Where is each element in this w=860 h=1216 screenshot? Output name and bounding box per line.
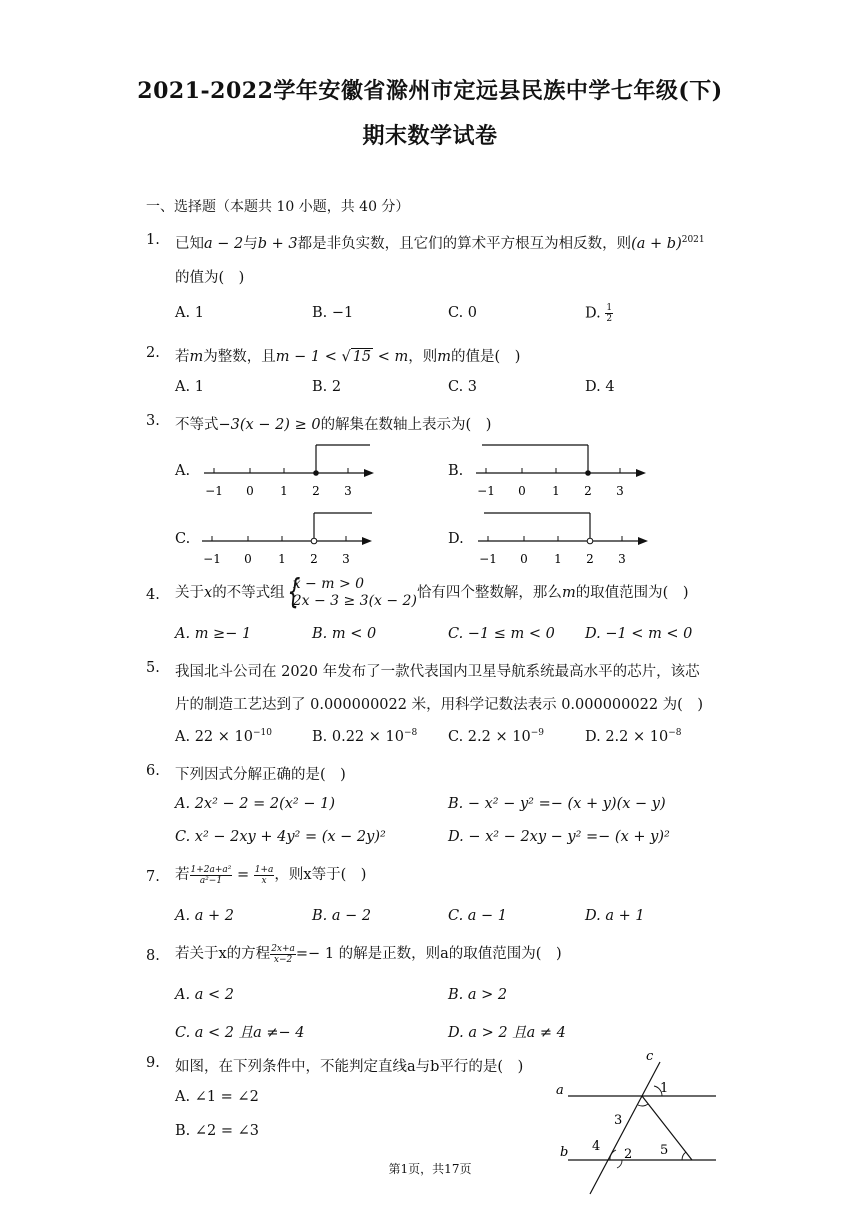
q9-option-a[interactable]: A. ∠1 = ∠2 [175,1089,259,1105]
question-9-text: 如图，在下列条件中，不能判定直线a与b平行的是( ) [175,1059,524,1075]
svg-text:4: 4 [592,1139,601,1154]
q9-option-b[interactable]: B. ∠2 = ∠3 [175,1123,259,1139]
q7-option-b[interactable]: B. a − 2 [312,908,372,924]
section-heading: 一、选择题（本题共 10 小题，共 40 分） [146,199,410,215]
question-1-text: 已知a − 2与b + 3都是非负实数，且它们的算术平方根互为相反数，则$(a + b)^{2021}$ [175,235,705,252]
svg-text:2: 2 [310,552,318,566]
question-9-number: 9. [146,1055,160,1071]
question-5-text-line1: 我国北斗公司在 2020 年发布了一款代表国内卫星导航系统最高水平的芯片，该芯 [175,664,700,680]
question-2-text: 若m为整数，且m − 1 < √ 15 < m，则m的值是( ) [175,349,521,365]
svg-text:3: 3 [342,552,350,566]
exam-title-line2: 期末数学试卷 [362,123,498,149]
q3-option-a-label[interactable]: A. [175,463,191,479]
svg-text:3: 3 [616,484,624,498]
svg-text:3: 3 [344,484,352,498]
question-7-text: 若 $\frac{\text{1+2a+a²}}{\text{a²−1}}$ = $\frac{1+a}{x}$ ，则x等于( ) [175,864,367,886]
question-5-number: 5. [146,660,160,676]
question-6-text: 下列因式分解正确的是( ) [175,767,346,783]
q3-number-line-b [472,440,652,502]
q7-option-d[interactable]: D. a + 1 [585,908,645,924]
svg-text:−1: −1 [203,552,221,566]
q1-option-c[interactable]: C. 0 [448,305,478,321]
svg-text:0: 0 [520,552,528,566]
question-8-text: 若关于x的方程 $\frac{2x+a}{x-2}$ =− 1 的解是正数，则a的取值范围为( ) [175,943,562,965]
svg-text:0: 0 [518,484,526,498]
svg-text:3: 3 [614,1113,623,1128]
q5-option-d[interactable]: D. $2.2 \times 10^{-8}$ [585,728,682,745]
svg-text:a: a [556,1083,564,1098]
svg-text:2: 2 [624,1147,633,1162]
q3-option-b-label[interactable]: B. [448,463,464,479]
svg-text:1: 1 [660,1081,669,1096]
q6-option-b[interactable]: B. − x² − y² =− (x + y)(x − y) [448,796,666,812]
q8-option-d[interactable]: D. a > 2 且a ≠ 4 [448,1025,566,1041]
question-8-number: 8. [146,948,160,964]
q6-option-c[interactable]: C. x² − 2xy + 4y² = (x − 2y)² [175,829,386,845]
q3-number-line-c [198,508,378,570]
svg-text:2: 2 [586,552,594,566]
svg-text:0: 0 [246,484,254,498]
q5-option-c[interactable]: C. $2.2 \times 10^{-9}$ [448,728,544,745]
q5-option-b[interactable]: B. $0.22 \times 10^{-8}$ [312,728,418,745]
svg-text:1: 1 [278,552,286,566]
q2-option-a[interactable]: A. 1 [175,379,204,395]
question-3-text: 不等式−3(x − 2) ≥ 0的解集在数轴上表示为( ) [175,417,492,433]
q4-option-a[interactable]: A. m ≥− 1 [175,626,252,642]
q3-option-c-label[interactable]: C. [175,531,191,547]
svg-text:2: 2 [312,484,320,498]
q7-option-a[interactable]: A. a + 2 [175,908,234,924]
svg-text:−1: −1 [477,484,495,498]
q1-option-a[interactable]: A. 1 [175,305,204,321]
q3-number-line-d [474,508,654,570]
question-1-number: 1. [146,232,160,248]
q4-option-d[interactable]: D. −1 < m < 0 [585,626,693,642]
svg-text:1: 1 [552,484,560,498]
svg-text:c: c [646,1049,654,1064]
q3-number-line-a [200,440,380,502]
svg-text:b: b [560,1145,569,1160]
svg-text:0: 0 [244,552,252,566]
q1-option-d[interactable]: D. $\frac{1}{2}$ [585,303,613,324]
svg-text:1: 1 [280,484,288,498]
question-1-text-cont: 的值为( ) [175,270,245,286]
q3-option-d-label[interactable]: D. [448,531,464,547]
question-4-number: 4. [146,587,160,603]
q5-option-a[interactable]: A. $22 \times 10^{-10}$ [175,728,272,745]
svg-text:−1: −1 [205,484,223,498]
q2-option-d[interactable]: D. 4 [585,379,615,395]
q2-option-b[interactable]: B. 2 [312,379,342,395]
question-5-text-line2: 片的制造工艺达到了 0.000000022 米，用科学记数法表示 0.000000022 为( ) [175,697,703,713]
question-3-number: 3. [146,413,160,429]
q1-option-b[interactable]: B. −1 [312,305,354,321]
q8-option-b[interactable]: B. a > 2 [448,987,508,1003]
q8-option-a[interactable]: A. a < 2 [175,987,234,1003]
q2-option-c[interactable]: C. 3 [448,379,478,395]
page-footer: 第1页，共17页 [388,1162,472,1176]
question-2-number: 2. [146,345,160,361]
question-6-number: 6. [146,763,160,779]
question-7-number: 7. [146,869,160,885]
svg-text:3: 3 [618,552,626,566]
svg-text:2: 2 [584,484,592,498]
svg-text:−1: −1 [479,552,497,566]
q6-option-a[interactable]: A. 2x² − 2 = 2(x² − 1) [175,796,335,812]
q4-option-c[interactable]: C. −1 ≤ m < 0 [448,626,555,642]
q6-option-d[interactable]: D. − x² − 2xy − y² =− (x + y)² [448,829,670,845]
q7-option-c[interactable]: C. a − 1 [448,908,508,924]
svg-text:1: 1 [554,552,562,566]
question-4-text: 关于x的不等式组 { x − m > 0 2x − 3 ≥ 3(x − 2) 恰有四个整数解，那么m的取值范围为( ) [175,576,689,610]
exam-title-line1: 2021-2022学年安徽省滁州市定远县民族中学七年级(下) [137,78,723,104]
q4-option-b[interactable]: B. m < 0 [312,626,377,642]
svg-text:5: 5 [660,1143,669,1158]
q8-option-c[interactable]: C. a < 2 且a ≠− 4 [175,1025,305,1041]
